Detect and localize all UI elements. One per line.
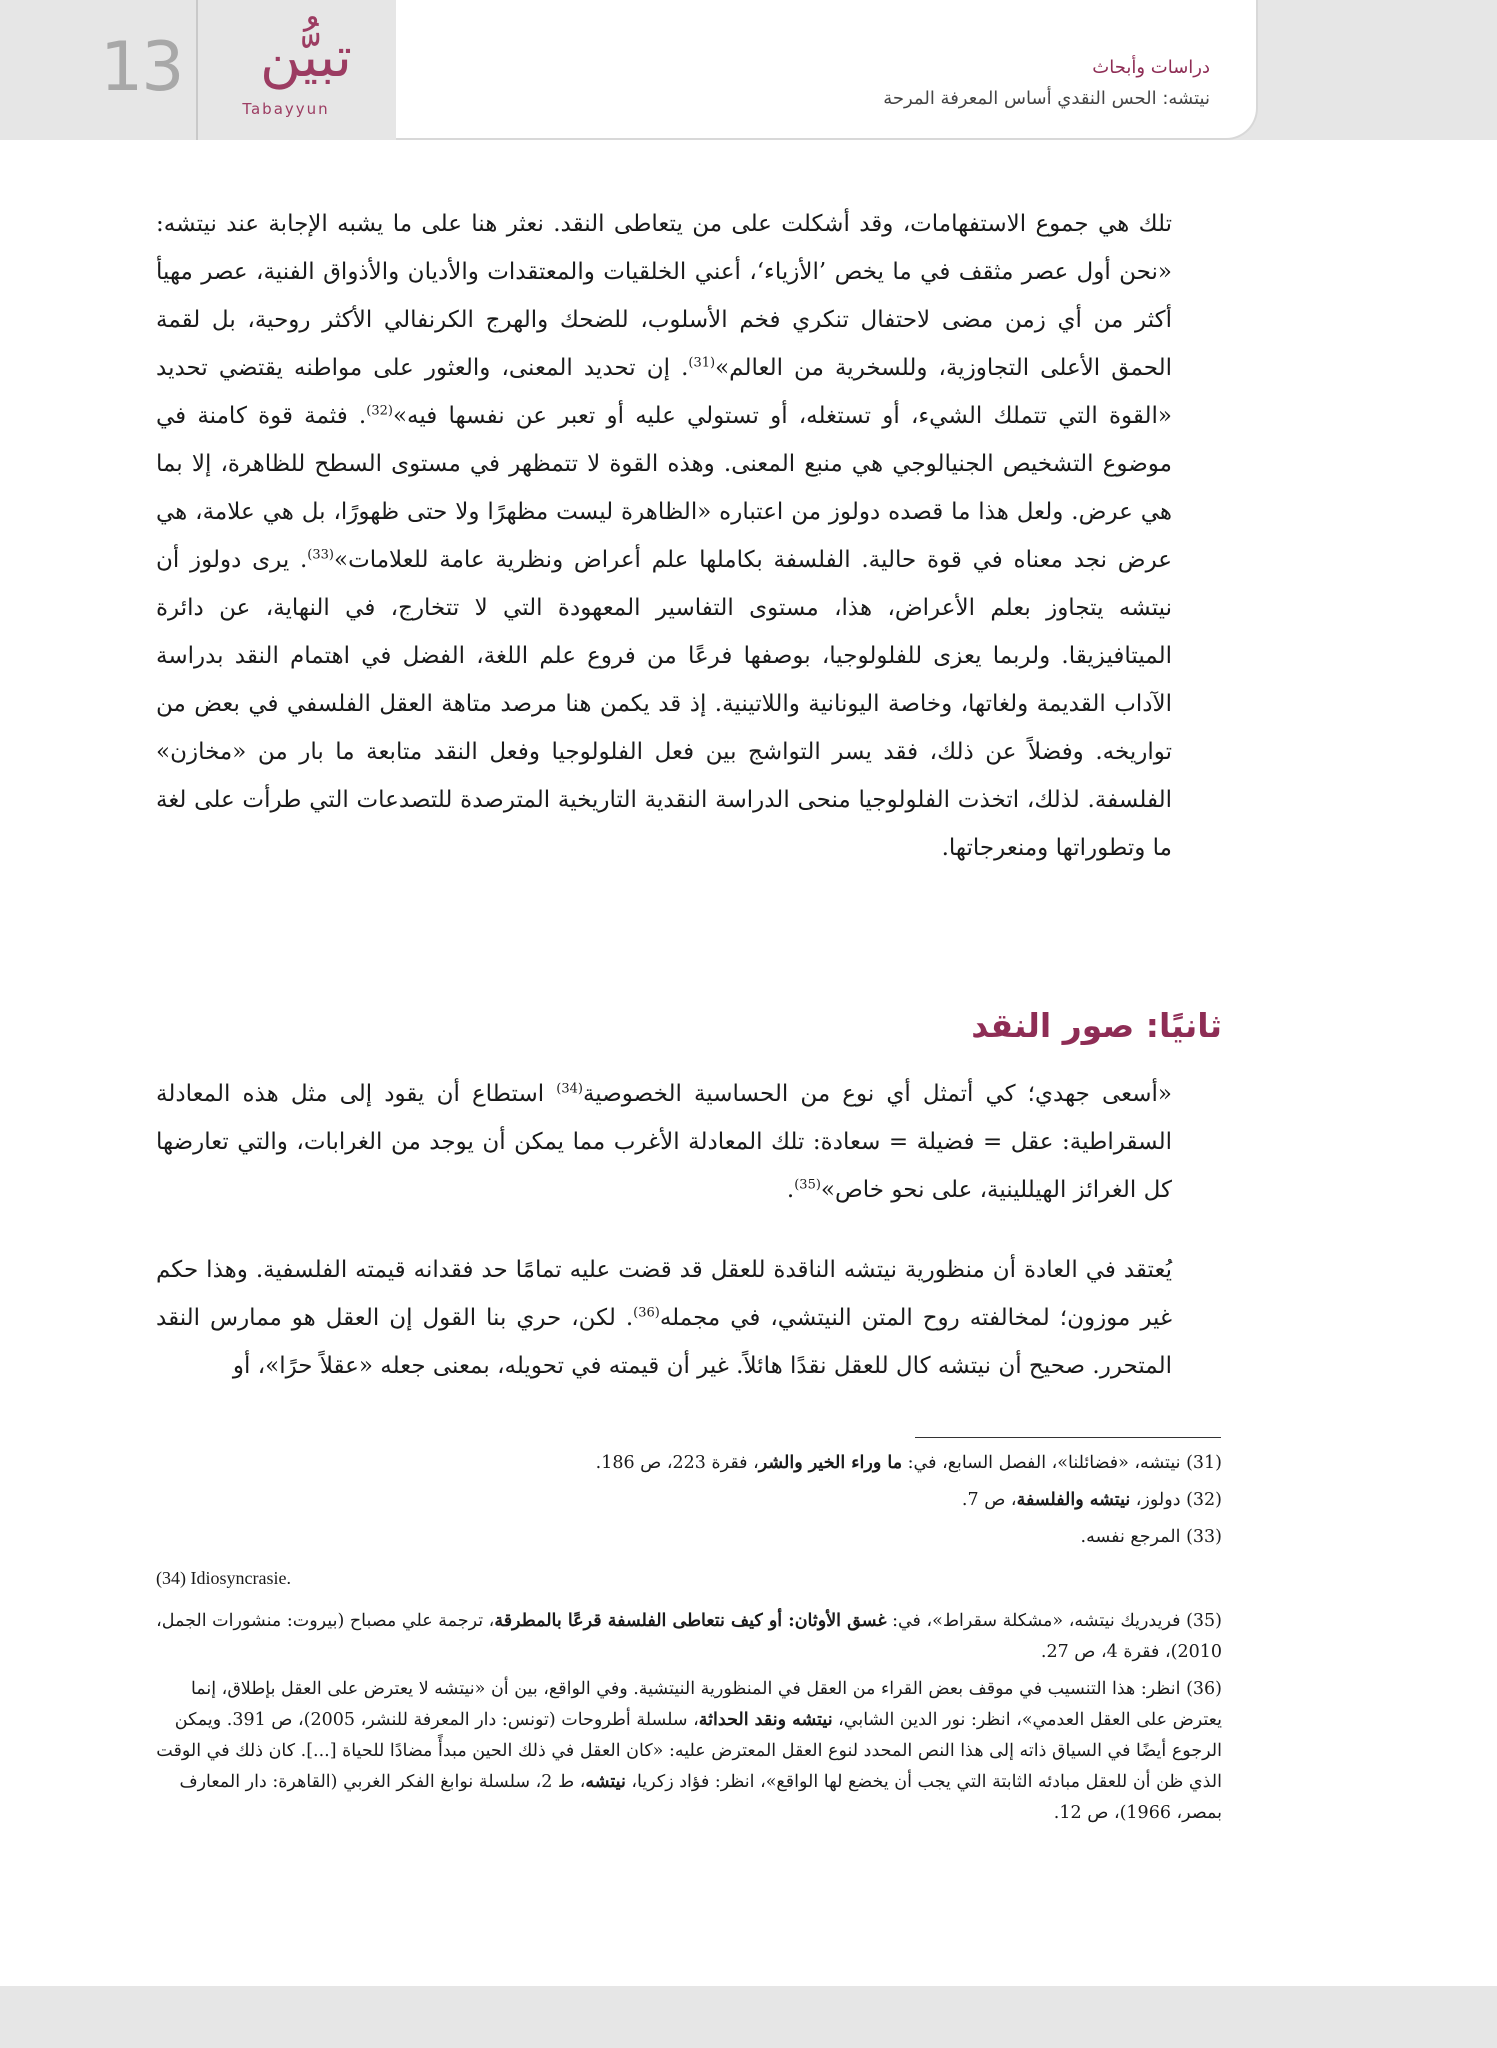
- footnote-number: (35): [1186, 1611, 1222, 1631]
- footnote-text: ، ص 7.: [961, 1490, 1017, 1510]
- page-number: 13: [100, 28, 183, 107]
- paragraph-2-text-a: «أسعى جهدي؛ كي أتمثل أي نوع من الحساسية الخصوصية: [582, 1081, 1172, 1107]
- body-paragraph-1: [156, 200, 1172, 872]
- header-divider: [196, 0, 198, 140]
- tabayyun-logo: [215, 25, 395, 140]
- paragraph-3-text-b: . لكن، حري بنا القول إن العقل هو ممارس النقد المتحرر. صحيح أن نيتشه كال للعقل نقدًا هائلاً. غير أن قيمته في تحويله، بمعنى جعله «عقلاً حرًا»، أو: [156, 1305, 1172, 1379]
- footnote-ref-33[interactable]: (33): [307, 547, 334, 563]
- footnote-ref-32[interactable]: (32): [366, 403, 393, 419]
- footnote-35: [156, 1606, 1222, 1668]
- footnote-ref-36[interactable]: (36): [633, 1305, 660, 1321]
- section-label: دراسات وأبحاث: [1092, 57, 1210, 78]
- footnote-34: (34) Idiosyncrasie.: [156, 1568, 291, 1588]
- paragraph-1-text-a: تلك هي جموع الاستفهامات، وقد أشكلت على من يتعاطى النقد. نعثر هنا على ما يشبه الإجابة عند نيتشه: «نحن أول عصر مثقف في ما يخص ’الأزياء‘، أعني الخلقيات والمعتقدات والأديان والأذواق الفنية، عصر مهيأ أكثر من أي زمن مضى لاحتفال تنكري فخم الأسلوب، للضحك والهرج الكرنفالي الأكثر روحية، بل لقمة الحمق الأعلى التجاوزية، وللسخرية من العالم»: [156, 211, 1172, 381]
- footnote-text: ، سلسلة أطروحات (تونس: دار المعرفة للنشر، 2005)، ص 391. ويمكن الرجوع أيضًا في السياق ذاته إلى هذا النص المحدد لنوع العقل المعترض عليه: «كان العقل في ذلك الحين مبدأً مضادًا للحياة [...]. كان ذلك في الوقت الذي ظن أن للعقل مبادئه الثابتة التي يجب أن يخضع لها الواقع»، انظر: فؤاد زكريا،: [156, 1710, 1222, 1792]
- footnote-text: ، فقرة 223، ص 186.: [595, 1453, 759, 1473]
- section-heading: ثانيًا: صور النقد: [971, 1006, 1222, 1045]
- paragraph-3-text-a: يُعتقد في العادة أن منظورية نيتشه الناقدة للعقل قد قضت عليه تمامًا حد فقدانه قيمته الفلسفية. وهذا حكم غير موزون؛ لمخالفته روح المتن النيتشي، في مجمله: [156, 1257, 1172, 1331]
- footnote-number: (33): [1186, 1527, 1222, 1547]
- paragraph-2-text-b: استطاع أن يقود إلى مثل هذه المعادلة السقراطية: عقل = فضيلة = سعادة: تلك المعادلة الأغرب مما يمكن أن يوجد من الغرابات، والتي تعارضها كل الغرائز الهيللينية، على نحو خاص»: [156, 1081, 1172, 1203]
- body-paragraph-2: [156, 1070, 1172, 1214]
- paragraph-1-text-c: . فثمة قوة كامنة في موضوع التشخيص الجنيالوجي هي منبع المعنى. وهذه القوة لا تتمظهر في مستوى السطح للظاهرة، إلا بما هي عرض. ولعل هذا ما قصده دولوز من اعتباره «الظاهرة ليست مظهرًا ولا حتى ظهورًا، بل هي علامة، هي عرض نجد معناه في قوة حالية. الفلسفة بكاملها علم أعراض ونظرية عامة للعلامات»: [156, 403, 1173, 573]
- paragraph-1-text-d: . يرى دولوز أن نيتشه يتجاوز بعلم الأعراض، هذا، مستوى التفاسير المعهودة التي لا تتخارج، في النهاية، عن دائرة الميتافيزيقا. ولربما يعزى للفلولوجيا، بوصفها فرعًا من فروع علم اللغة، الفضل في اهتمام النقد بدراسة الآداب القديمة ولغاتها، وخاصة اليونانية واللاتينية. إذ قد يكمن هنا مرصد متاهة العقل الفلسفي في بعض من تواريخه. وفضلاً عن ذلك، فقد يسر التواشج بين فعل الفلولوجيا وفعل النقد متابعة ما بار من «مخازن» الفلسفة. لذلك، اتخذت الفلولوجيا منحى الدراسة النقدية التاريخية المترصدة للتصدعات التي طرأت على لغة ما وتطوراتها ومنعرجاتها.: [156, 547, 1172, 861]
- footnote-separator: [915, 1437, 1221, 1438]
- footnote-ref-35[interactable]: (35): [794, 1177, 821, 1193]
- footnote-text: نيتشه، «فضائلنا»، الفصل السابع، في:: [902, 1453, 1187, 1473]
- footnote-book-title: ما وراء الخير والشر: [758, 1453, 903, 1473]
- running-title: نيتشه: الحس النقدي أساس المعرفة المرحة: [883, 88, 1210, 109]
- paragraph-2-text-c: .: [786, 1177, 795, 1203]
- footnote-text: دولوز،: [1130, 1490, 1187, 1510]
- footnote-number: (32): [1186, 1490, 1222, 1510]
- footnote-32: [156, 1485, 1222, 1516]
- footnote-book-title: غسق الأوثان: أو كيف نتعاطى الفلسفة قرعًا بالمطرقة: [494, 1611, 887, 1631]
- footnote-33: [156, 1522, 1222, 1553]
- footnote-book-title: نيتشه ونقد الحداثة: [698, 1710, 833, 1730]
- footnote-number: (36): [1186, 1679, 1222, 1699]
- footnote-31: [156, 1448, 1222, 1479]
- footnote-36: [156, 1674, 1222, 1829]
- footnote-text: المرجع نفسه.: [1080, 1527, 1187, 1547]
- footnote-number: (31): [1186, 1453, 1222, 1473]
- footnotes: [156, 1448, 1222, 1835]
- paragraph-1-text-b: . إن تحديد المعنى، والعثور على مواطنه يقتضي تحديد «القوة التي تتملك الشيء، أو تستغله، أو تستولي عليه أو تعبر عن نفسها فيه»: [156, 355, 1172, 429]
- footnote-book-title: نيتشه والفلسفة: [1016, 1490, 1131, 1510]
- logo-latin-text: Tabayyun: [242, 100, 330, 118]
- footnote-text: انظر: هذا التنسيب في موقف بعض القراء من العقل في المنظورية النيتشية. وفي الواقع، بين أن «نيتشه لا يعترض على العقل بإطلاق، إنما يعترض على العقل العدمي»، انظر: نور الدين الشابي،: [190, 1679, 1222, 1730]
- footnote-ref-34[interactable]: (34): [556, 1081, 583, 1097]
- footnote-text: ، ترجمة علي مصباح (بيروت: منشورات الجمل، 2010)، فقرة 4، ص 27.: [156, 1611, 1222, 1662]
- footer-band: [0, 1986, 1497, 2048]
- footnote-text: ، ط 2، سلسلة نوابغ الفكر الغربي (القاهرة: دار المعارف بمصر، 1966)، ص 12.: [179, 1772, 1222, 1823]
- footnote-book-title: نيتشه: [585, 1772, 626, 1792]
- footnote-ref-31[interactable]: (31): [688, 355, 716, 371]
- body-paragraph-3: [156, 1246, 1172, 1390]
- footnote-text: فريدريك نيتشه، «مشكلة سقراط»، في:: [886, 1611, 1187, 1631]
- logo-arabic-script: تبيُّن: [259, 25, 352, 90]
